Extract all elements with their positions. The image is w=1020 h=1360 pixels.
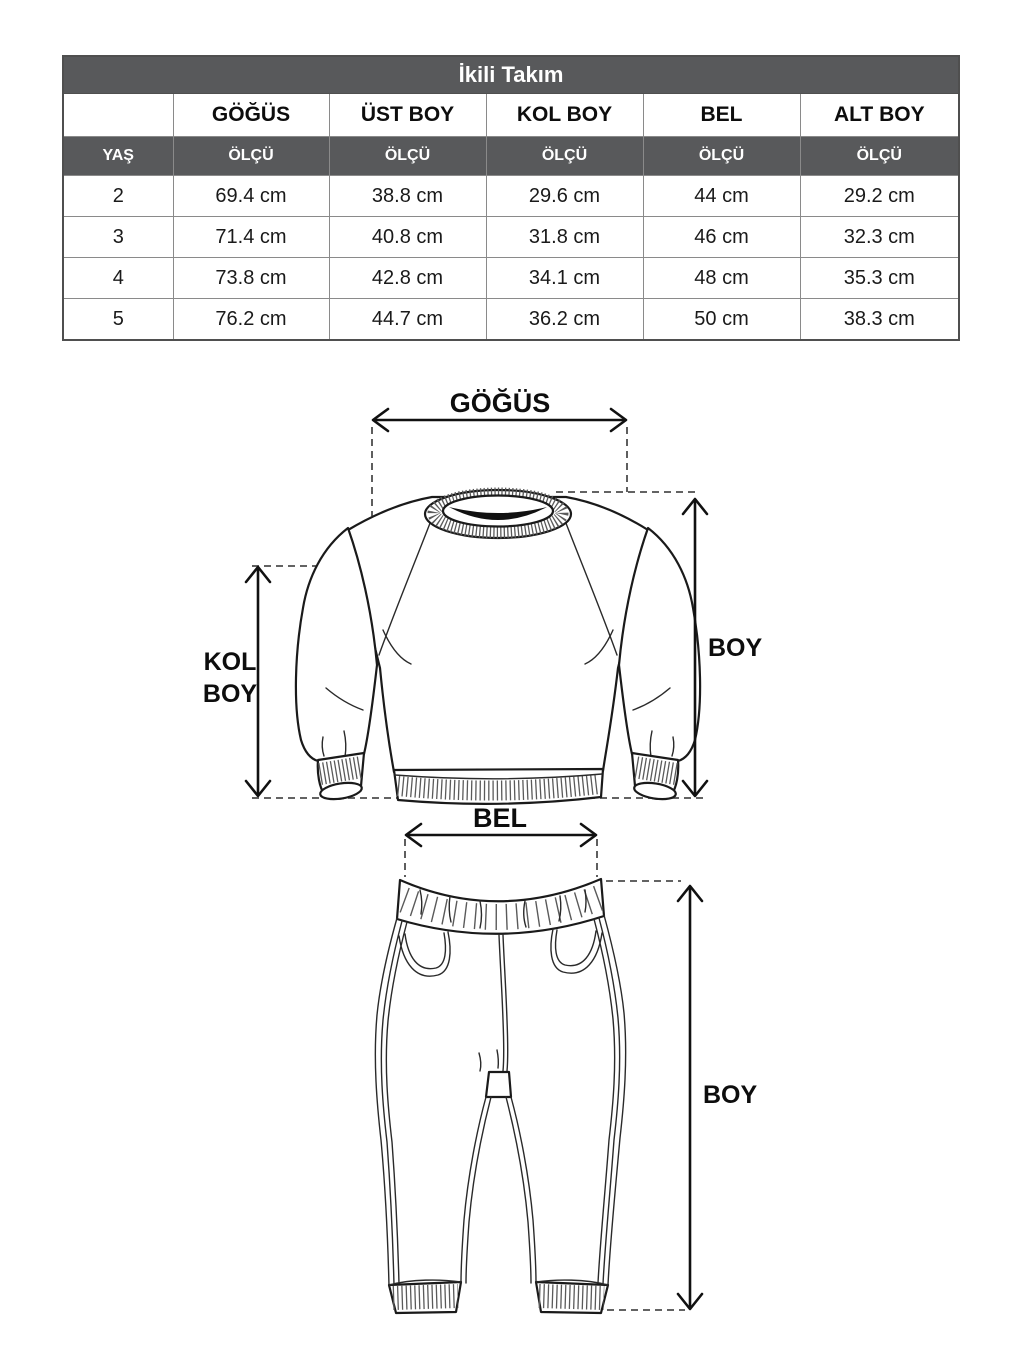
measure-cell: 38.3 cm [800, 299, 959, 341]
column-header-waist: BEL [643, 94, 800, 137]
subheader-measure: ÖLÇÜ [329, 137, 486, 176]
bottom-length-arrow [678, 886, 702, 1309]
column-header-chest: GÖĞÜS [173, 94, 329, 137]
column-header-sleeve: KOL BOY [486, 94, 643, 137]
subheader-measure: ÖLÇÜ [486, 137, 643, 176]
measure-cell: 29.2 cm [800, 176, 959, 217]
top-length-label: BOY [708, 634, 763, 662]
subheader-measure: ÖLÇÜ [800, 137, 959, 176]
sweatshirt-drawing [296, 490, 700, 804]
measure-cell: 32.3 cm [800, 217, 959, 258]
waist-label: BEL [473, 803, 527, 833]
measure-cell: 35.3 cm [800, 258, 959, 299]
measure-cell: 38.8 cm [329, 176, 486, 217]
subheader-measure: ÖLÇÜ [643, 137, 800, 176]
measure-cell: 69.4 cm [173, 176, 329, 217]
measure-cell: 34.1 cm [486, 258, 643, 299]
measure-cell: 40.8 cm [329, 217, 486, 258]
svg-text:KOL: KOL [203, 648, 257, 676]
measure-cell: 29.6 cm [486, 176, 643, 217]
measure-cell: 42.8 cm [329, 258, 486, 299]
measure-cell: 44 cm [643, 176, 800, 217]
measure-cell: 46 cm [643, 217, 800, 258]
measure-cell: 50 cm [643, 299, 800, 341]
pants-drawing [375, 879, 625, 1313]
subheader-age: YAŞ [63, 137, 173, 176]
age-cell: 5 [63, 299, 173, 341]
column-header-bottom-length: ALT BOY [800, 94, 959, 137]
measure-cell: 76.2 cm [173, 299, 329, 341]
svg-text:BOY: BOY [202, 680, 258, 708]
measure-cell: 73.8 cm [173, 258, 329, 299]
age-cell: 3 [63, 217, 173, 258]
table-title: İkili Takım [63, 56, 959, 94]
subheader-measure: ÖLÇÜ [173, 137, 329, 176]
measure-cell: 36.2 cm [486, 299, 643, 341]
chest-label: GÖĞÜS [449, 388, 551, 418]
column-header-top-length: ÜST BOY [329, 94, 486, 137]
sleeve-label [203, 648, 258, 708]
bottom-length-label: BOY [703, 1081, 758, 1109]
age-cell: 4 [63, 258, 173, 299]
measure-cell: 48 cm [643, 258, 800, 299]
age-cell: 2 [63, 176, 173, 217]
measure-cell: 31.8 cm [486, 217, 643, 258]
measure-cell: 71.4 cm [173, 217, 329, 258]
measure-cell: 44.7 cm [329, 299, 486, 341]
